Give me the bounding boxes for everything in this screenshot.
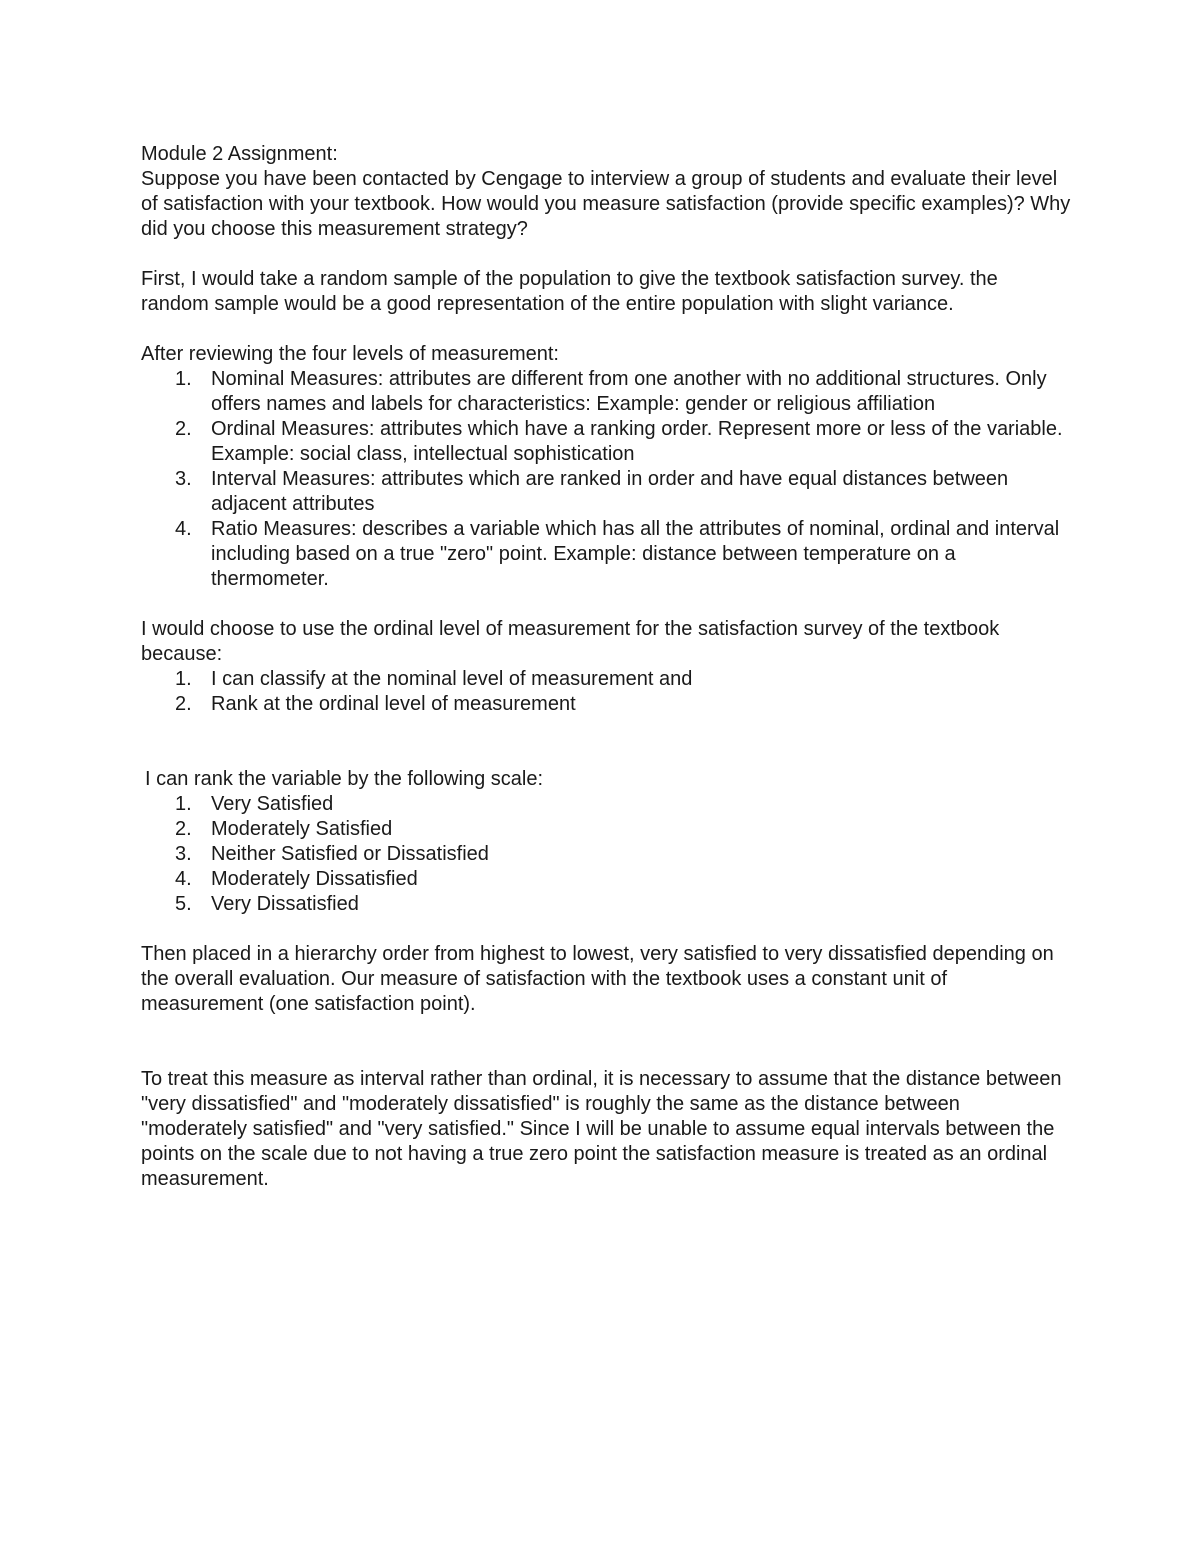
list-text: Moderately Dissatisfied (211, 868, 418, 890)
list-text: Neither Satisfied or Dissatisfied (211, 843, 489, 865)
list-number: 1. (175, 793, 192, 815)
spacer (141, 592, 1071, 617)
list-text: Rank at the ordinal level of measurement (211, 693, 576, 715)
list-text: Ordinal Measures: attributes which have a ranking order. Represent more or less of the variable. Example: social class, intellectual sophistication (211, 418, 1063, 465)
list-text: Very Satisfied (211, 793, 334, 815)
levels-list (141, 367, 1071, 592)
list-item (141, 792, 1071, 817)
list-item (141, 892, 1071, 917)
list-number: 2. (175, 418, 192, 440)
list-number: 1. (175, 668, 192, 690)
assignment-heading: Module 2 Assignment: (141, 143, 338, 165)
list-number: 4. (175, 518, 192, 540)
list-item (141, 367, 1071, 417)
list-item (141, 817, 1071, 842)
list-item (141, 692, 1071, 717)
sample-paragraph: First, I would take a random sample of the population to give the textbook satisfaction survey. the random sample would be a good representation of the entire population with slight variance. (141, 268, 998, 315)
list-item (141, 517, 1071, 592)
spacer (141, 717, 1071, 767)
spacer (141, 1017, 1071, 1067)
hierarchy-paragraph: Then placed in a hierarchy order from highest to lowest, very satisfied to very dissatisfied depending on the overall evaluation. Our measure of satisfaction with the textbook uses a constant unit of measurement (one satisfaction point). (141, 943, 1054, 1015)
list-number: 3. (175, 468, 192, 490)
list-number: 1. (175, 368, 192, 390)
spacer (141, 242, 1071, 267)
list-item (141, 867, 1071, 892)
interval-paragraph: To treat this measure as interval rather than ordinal, it is necessary to assume that the distance between "very dissatisfied" and "moderately dissatisfied" is roughly the same as the distance between "moderately satisfied" and "very satisfied." Since I will be unable to assume equal intervals between the points on the scale due to not having a true zero point the satisfaction measure is treated as an ordinal measurement. (141, 1068, 1062, 1190)
list-number: 4. (175, 868, 192, 890)
choice-intro: I would choose to use the ordinal level of measurement for the satisfaction survey of the textbook because: (141, 618, 1000, 665)
assignment-prompt: Suppose you have been contacted by Cengage to interview a group of students and evaluate their level of satisfaction with your textbook. How would you measure satisfaction (provide specific examples)? Why did you choose this measurement strategy? (141, 168, 1071, 240)
list-number: 2. (175, 818, 192, 840)
list-item (141, 842, 1071, 867)
spacer (141, 317, 1071, 342)
list-item (141, 467, 1071, 517)
scale-list (141, 792, 1071, 917)
list-number: 5. (175, 893, 192, 915)
scale-intro: I can rank the variable by the following scale: (145, 768, 543, 790)
document-page (141, 142, 1071, 1192)
list-text: Nominal Measures: attributes are different from one another with no additional structures. Only offers names and labels for characteristics: Example: gender or religious affiliation (211, 368, 1047, 415)
reasons-list (141, 667, 1071, 717)
list-text: I can classify at the nominal level of measurement and (211, 668, 693, 690)
list-text: Moderately Satisfied (211, 818, 393, 840)
list-text: Very Dissatisfied (211, 893, 359, 915)
list-item (141, 667, 1071, 692)
spacer (141, 917, 1071, 942)
list-text: Interval Measures: attributes which are ranked in order and have equal distances between adjacent attributes (211, 468, 1009, 515)
list-text: Ratio Measures: describes a variable which has all the attributes of nominal, ordinal and interval including based on a true "zero" point. Example: distance between temperature on a thermometer. (211, 518, 1060, 590)
levels-intro: After reviewing the four levels of measurement: (141, 343, 559, 365)
list-number: 3. (175, 843, 192, 865)
list-item (141, 417, 1071, 467)
list-number: 2. (175, 693, 192, 715)
